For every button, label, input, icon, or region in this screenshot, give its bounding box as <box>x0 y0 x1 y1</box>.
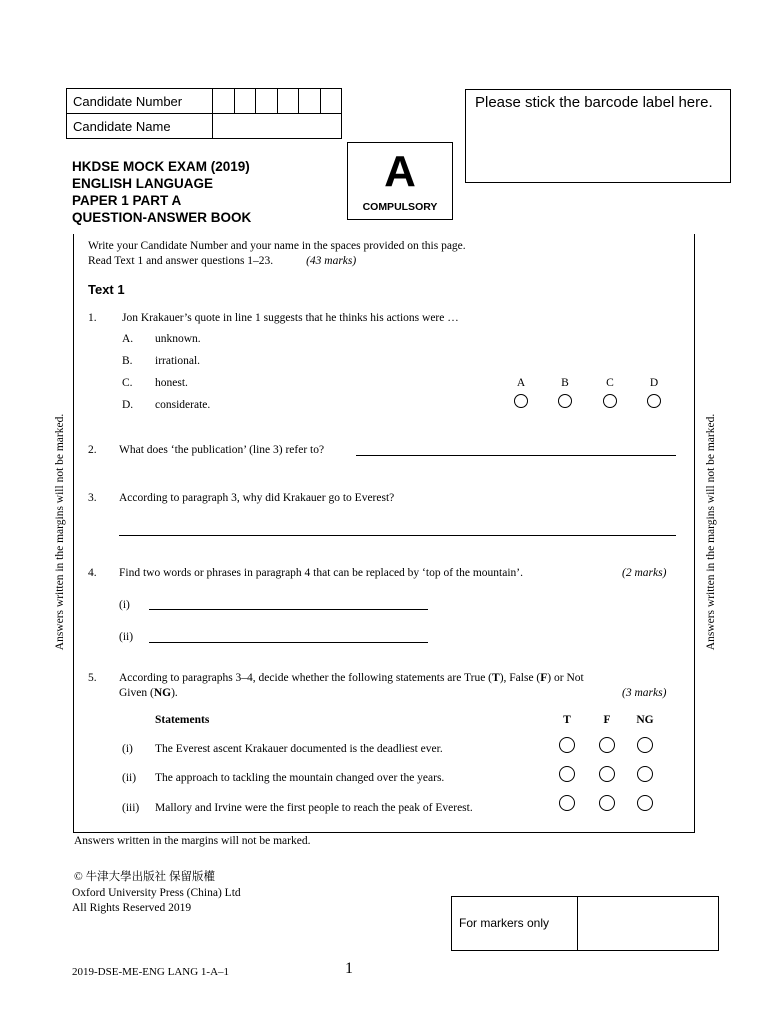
statement-2-f-bubble[interactable] <box>599 766 615 782</box>
column-header-ng: NG <box>636 714 654 726</box>
rights-line: All Rights Reserved 2019 <box>72 902 192 914</box>
statement-3-t-bubble[interactable] <box>559 795 575 811</box>
text-heading: Text 1 <box>88 282 125 297</box>
part-number: (i) <box>119 599 130 611</box>
margin-note-left: Answers written in the margins will not be marked. <box>54 413 66 651</box>
question-text: What does ‘the publication’ (line 3) refer to? <box>119 444 325 456</box>
statement-1-t-bubble[interactable] <box>559 737 575 753</box>
section-box <box>347 142 453 220</box>
exam-title-line: QUESTION-ANSWER BOOK <box>72 210 252 225</box>
question-number: 4. <box>88 567 97 579</box>
barcode-box <box>465 89 731 183</box>
column-header-t: T <box>563 714 571 726</box>
question-text-line-1 <box>119 671 584 685</box>
question-number: 3. <box>88 492 97 504</box>
statement-number: (i) <box>122 743 133 755</box>
paper-code: 2019-DSE-ME-ENG LANG 1-A–1 <box>72 966 230 978</box>
bubble-label: D <box>649 377 659 389</box>
question-number: 1. <box>88 312 97 324</box>
answer-line[interactable] <box>356 455 676 456</box>
instruction-line-2 <box>88 254 356 268</box>
answer-bubble-b[interactable] <box>558 394 572 408</box>
exam-title <box>72 158 251 226</box>
bubble-label: A <box>516 377 526 389</box>
answer-line[interactable] <box>149 642 428 643</box>
section-letter: A <box>384 147 416 196</box>
text-segment: ), False ( <box>499 672 541 684</box>
column-header-f: F <box>603 714 611 726</box>
candidate-number-label: Candidate Number <box>67 89 213 114</box>
statement-1-ng-bubble[interactable] <box>637 737 653 753</box>
statement-1-f-bubble[interactable] <box>599 737 615 753</box>
answer-bubble-c[interactable] <box>603 394 617 408</box>
part-number: (ii) <box>119 631 134 643</box>
question-marks: (2 marks) <box>622 567 667 579</box>
option-letter: B. <box>122 355 133 367</box>
option-letter: A. <box>122 333 134 345</box>
question-text: Jon Krakauer’s quote in line 1 suggests that he thinks his actions were … <box>122 312 459 324</box>
statement-number: (ii) <box>122 772 137 784</box>
candidate-name-label: Candidate Name <box>67 114 213 139</box>
candidate-number-boxes[interactable] <box>213 89 342 114</box>
statement-number: (iii) <box>122 802 140 814</box>
option-text: honest. <box>155 377 188 389</box>
text-segment: ). <box>171 687 178 699</box>
answer-line[interactable] <box>119 535 676 536</box>
option-letter: C. <box>122 377 133 389</box>
candidate-info-table <box>66 88 342 139</box>
question-text: According to paragraph 3, why did Krakauer go to Everest? <box>119 492 395 504</box>
margin-note-bottom: Answers written in the margins will not be marked. <box>74 835 311 847</box>
statement-text: The Everest ascent Krakauer documented is the deadliest ever. <box>155 743 443 755</box>
instruction-line-1: Write your Candidate Number and your name in the spaces provided on this page. <box>88 240 466 252</box>
answer-bubble-a[interactable] <box>514 394 528 408</box>
question-text-line-2 <box>119 686 178 700</box>
markers-box <box>451 896 719 951</box>
markers-label: For markers only <box>452 897 578 950</box>
bubble-label: C <box>606 377 614 389</box>
statement-2-ng-bubble[interactable] <box>637 766 653 782</box>
statements-heading: Statements <box>155 714 210 726</box>
true-code: T <box>492 672 500 684</box>
answer-bubble-d[interactable] <box>647 394 661 408</box>
candidate-name-field[interactable] <box>213 114 342 139</box>
statement-3-f-bubble[interactable] <box>599 795 615 811</box>
text-segment: Given ( <box>119 687 154 699</box>
statement-text: The approach to tackling the mountain changed over the years. <box>155 772 445 784</box>
question-number: 5. <box>88 672 97 684</box>
false-code: F <box>540 672 548 684</box>
question-number: 2. <box>88 444 97 456</box>
question-marks: (3 marks) <box>622 687 667 699</box>
barcode-instruction: Please stick the barcode label here. <box>475 94 713 111</box>
publisher: Oxford University Press (China) Ltd <box>72 887 241 899</box>
page-number: 1 <box>345 960 353 977</box>
statement-2-t-bubble[interactable] <box>559 766 575 782</box>
answer-line[interactable] <box>149 609 428 610</box>
option-letter: D. <box>122 399 134 411</box>
copyright-line: © 牛津大學出版社 保留版權 <box>74 871 215 883</box>
text-segment: According to paragraphs 3–4, decide whether the following statements are True ( <box>119 672 493 684</box>
bubble-label: B <box>561 377 569 389</box>
exam-title-line: PAPER 1 PART A <box>72 193 182 208</box>
not-given-code: NG <box>153 687 172 699</box>
exam-title-line: ENGLISH LANGUAGE <box>72 176 214 191</box>
exam-title-line: HKDSE MOCK EXAM (2019) <box>72 159 250 174</box>
option-text: considerate. <box>155 399 211 411</box>
question-text: Find two words or phrases in paragraph 4 that can be replaced by ‘top of the mountain’. <box>119 567 523 579</box>
instruction-text: Read Text 1 and answer questions 1–23. <box>88 255 274 267</box>
section-label: COMPULSORY <box>362 201 438 213</box>
option-text: irrational. <box>155 355 201 367</box>
margin-note-right: Answers written in the margins will not be marked. <box>705 413 717 651</box>
statement-3-ng-bubble[interactable] <box>637 795 653 811</box>
text-segment: ) or Not <box>547 672 584 684</box>
instruction-marks: (43 marks) <box>306 255 357 267</box>
option-text: unknown. <box>155 333 201 345</box>
statement-text: Mallory and Irvine were the first people to reach the peak of Everest. <box>155 802 473 814</box>
